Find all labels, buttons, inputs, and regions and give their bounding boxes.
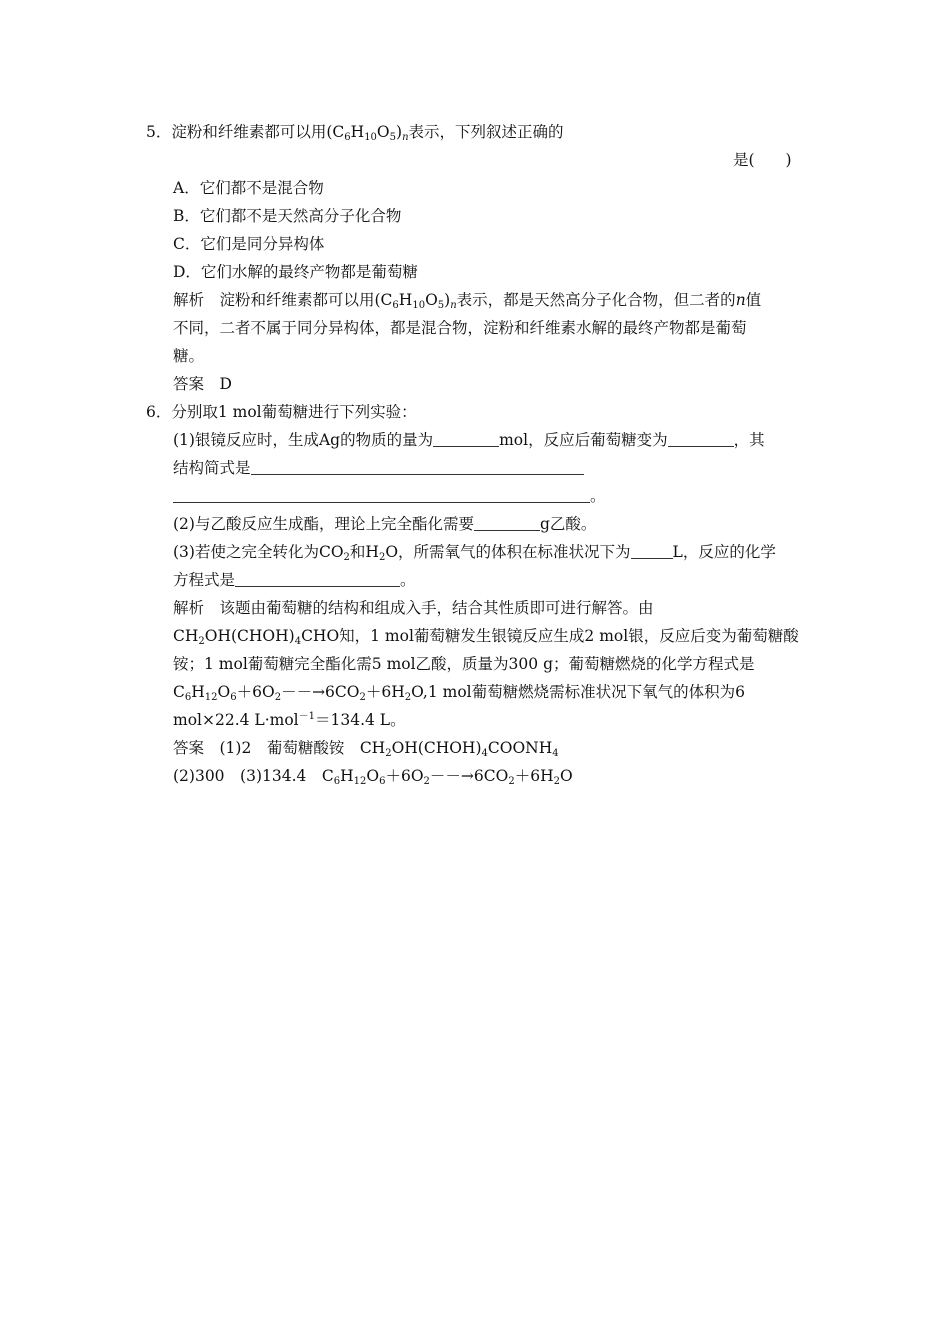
q6-analysis-line2: $CH_2OH(CHOH)_4CHO$知，1 mol葡萄糖发生银镜反应生成2 mol银，反应后变为葡萄糖酸 — [173, 627, 799, 647]
q6-stem: 6．分别取1 mol葡萄糖进行下列实验： — [146, 403, 417, 421]
q5-analysis-line2: 不同，二者不属于同分异构体，都是混合物，淀粉和纤维素水解的最终产物都是葡萄 — [173, 319, 747, 337]
q5-option-c: C．它们是同分异构体 — [173, 235, 325, 253]
q5-analysis-line3: 糖。 — [173, 347, 205, 365]
q6-part3-line1: (3)若使之完全转化为$CO_2$和$H_2O$，所需氧气的体积在标准状况下为 L，反应的化学 — [173, 543, 776, 563]
blank[interactable] — [173, 486, 590, 503]
q6-part2: (2)与乙酸反应生成酯，理论上完全酯化需要 g乙酸。 — [173, 515, 597, 533]
q6-analysis-line1: 解析 该题由葡萄糖的结构和组成入手，结合其性质即可进行解答。由 — [173, 599, 654, 617]
q5-option-d: D．它们水解的最终产物都是葡萄糖 — [173, 263, 418, 281]
q5-answer: 答案 D — [173, 375, 232, 393]
blank[interactable] — [474, 514, 540, 531]
q6-analysis-line3: 铵；1 mol葡萄糖完全酯化需5 mol乙酸，质量为300 g；葡萄糖燃烧的化学方程式是 — [173, 655, 755, 673]
q5-option-a: A．它们都不是混合物 — [173, 179, 324, 197]
q6-analysis-line4: $C_6H_{12}O_6+6O_2--\to 6CO_2+6H_2O,1$ mol葡萄糖燃烧需标准状况下氧气的体积为6 — [173, 683, 745, 703]
q5-analysis-line1: 解析 淀粉和纤维素都可以用$(C_6H_{10}O_5)_n$表示，都是天然高分子化合物，但二者的n值 — [173, 291, 762, 311]
blank[interactable] — [668, 430, 734, 447]
q6-part1-line3: 。 — [173, 485, 606, 507]
blank[interactable] — [251, 458, 584, 475]
q5-answer-bracket: 是( ) — [733, 151, 792, 169]
q6-part1-line2: 结构简式是 — [173, 457, 584, 479]
q5-stem: 5．淀粉和纤维素都可以用$(C_6H_{10}O_5)_n$表示，下列叙述正确的 — [146, 123, 564, 143]
blank[interactable] — [235, 570, 400, 587]
q6-answer-line1: 答案 (1)2 葡萄糖酸铵 $CH_2OH(CHOH)_4COONH_4$ — [173, 739, 559, 759]
q6-answer-line2: (2)300 (3)134.4 $C_6H_{12}O_6+6O_2--\to 6CO_2+6H_2O$ — [173, 767, 573, 787]
q6-analysis-line5: mol×22.4 L·mol$^{-1}$＝134.4 L。 — [173, 711, 406, 729]
blank[interactable] — [433, 430, 499, 447]
blank[interactable] — [631, 542, 673, 559]
q6-part1-line1: (1)银镜反应时，生成Ag的物质的量为 mol，反应后葡萄糖变为 ，其 — [173, 431, 765, 449]
q6-part3-line2: 方程式是 。 — [173, 571, 416, 589]
q5-option-b: B．它们都不是天然高分子化合物 — [173, 207, 402, 225]
